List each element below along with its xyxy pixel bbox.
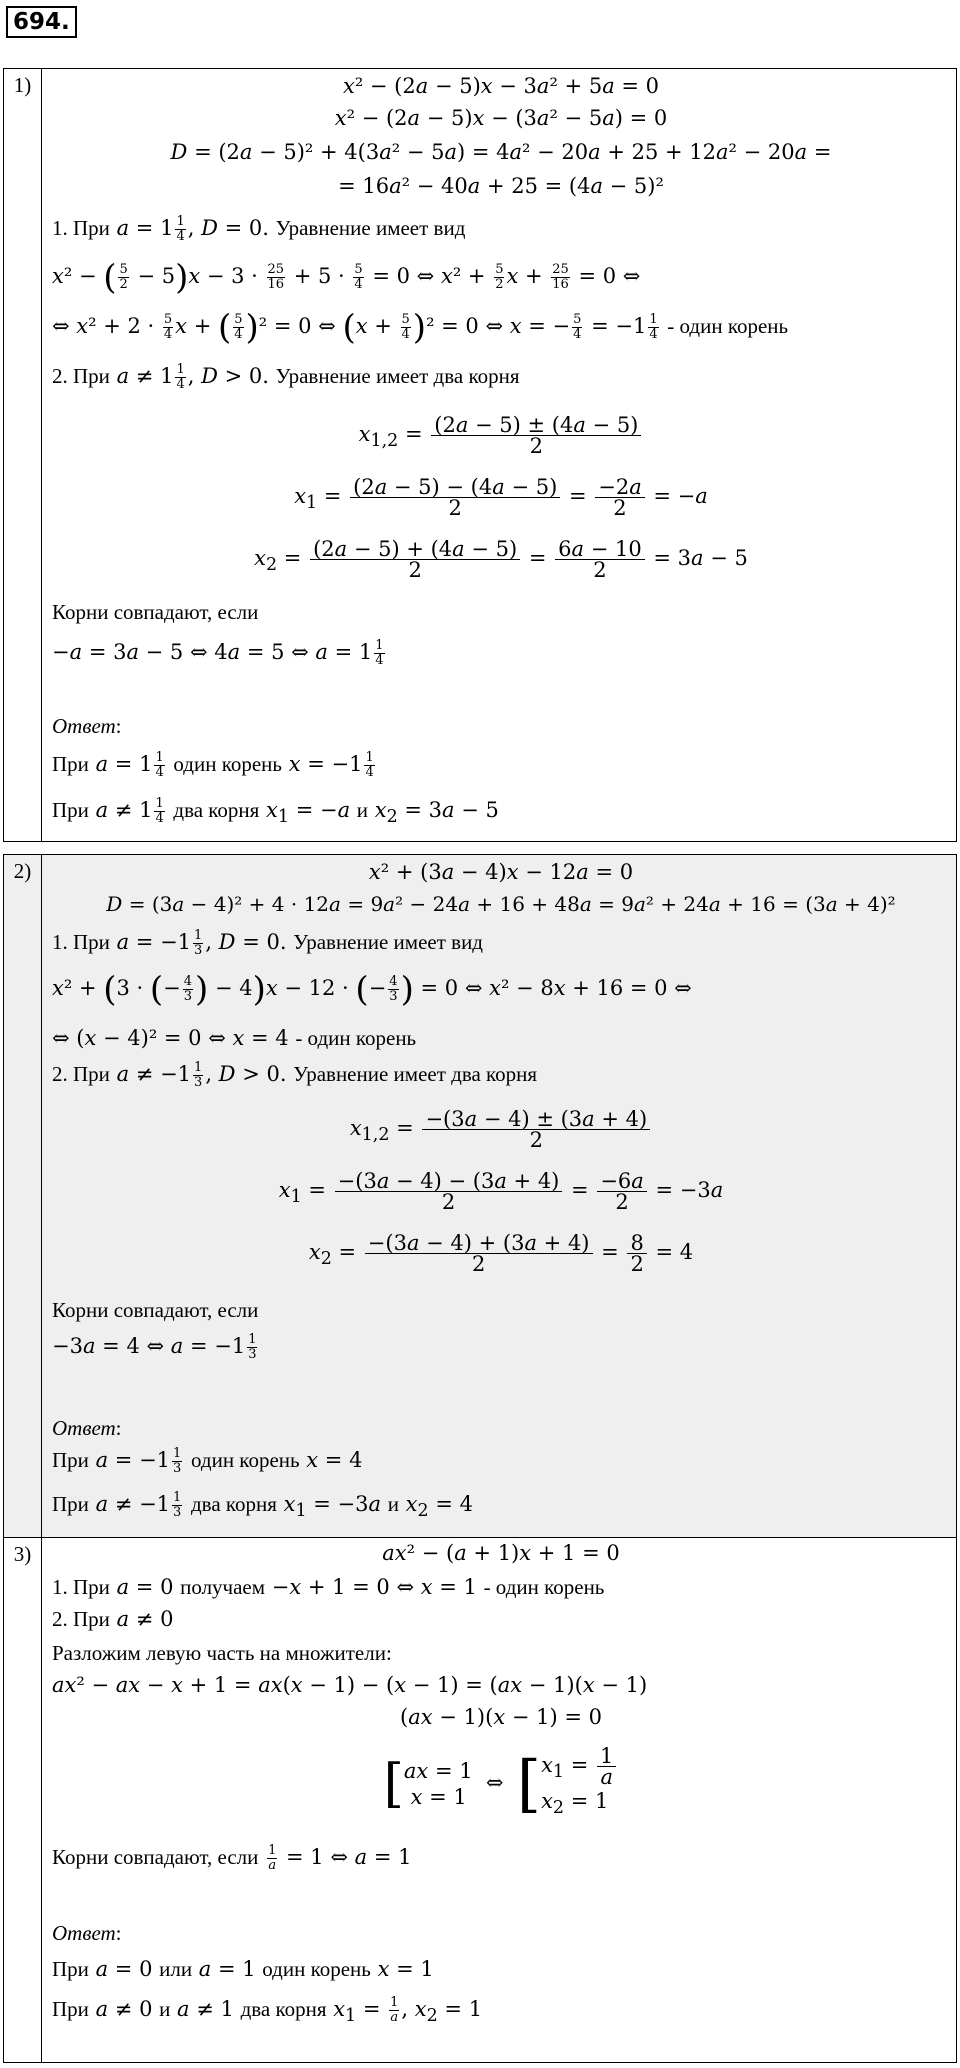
line: $x_2$ = $\frac{(2a - 5) + (4a - 5)}{2}$ = $\frac{6a - 10}{2}$ = 3a − 5 — [254, 537, 748, 582]
part-1 — [3, 68, 957, 842]
line: x² + (3 · (− $\frac{4}{3}$ ) − 4)x − 12 · (− $\frac{4}{3}$ ) = 0 ⇔ x² − 8x + 16 = 0 ⇔ — [52, 969, 692, 1010]
part-3 — [3, 1537, 957, 2063]
line: $x_1$ = $\frac{-(3a - 4) - (3a + 4)}{2}$ = $\frac{-6a}{2}$ = −3a — [278, 1169, 724, 1214]
line: Корни совпадают, если — [52, 600, 259, 624]
line: Разложим левую часть на множители: — [52, 1641, 392, 1665]
line: D = (2a − 5)² + 4(3a² − 5a) = 4a² − 20a + 25 + 12a² − 20a = — [170, 140, 832, 164]
line: ax² − ax − x + 1 = ax(x − 1) − (x − 1) = (ax − 1)(x − 1) — [52, 1673, 648, 1697]
line: 1. При a = −1 $\frac{1}{3}$ , D = 0. Уравнение имеет вид — [52, 928, 483, 958]
problem-number: 694. — [6, 6, 77, 38]
line: −3a = 4 ⇔ a = −1 $\frac{1}{3}$ — [52, 1332, 257, 1362]
line: x² − (2a − 5)x − (3a² − 5a) = 0 — [334, 106, 668, 130]
line: D = (3a − 4)² + 4 · 12a = 9a² − 24a + 16 + 48a = 9a² + 24a + 16 = (3a + 4)² — [106, 892, 896, 916]
line: $x_{1,2}$ = $\frac{-(3a - 4) \pm (3a + 4)}{2}$ — [52, 1109, 950, 1150]
line: ax² − (a + 1)x + 1 = 0 — [382, 1541, 620, 1565]
answer-heading: Ответ: — [52, 1921, 122, 1945]
line: При a ≠ 0 и a ≠ 1 два корня $x_1$ = $\frac{1}{a}$ , $x_2 = 1$ — [52, 1995, 483, 2027]
part-label: 2) — [4, 855, 42, 1537]
line: ⇔ x² + 2 · $\frac{5}{4}$ x + ( $\frac{5}{4}$ )² = 0 ⇔ (x + $\frac{5}{4}$ )² = 0 ⇔ x = − $\frac{5}{4}$ = −1 $\frac{1}{4}$ - один корень — [52, 307, 789, 348]
part-label: 3) — [4, 1538, 42, 2062]
line: x² − ( $\frac{5}{2}$ − 5)x − 3 · $\frac{25}{16}$ + 5 · $\frac{5}{4}$ = 0 ⇔ x² + $\frac{5}{2}$ x + $\frac{25}{16}$ = 0 ⇔ — [52, 257, 641, 298]
line: 1. При a = 1 $\frac{1}{4}$ , D = 0. Уравнение имеет вид — [52, 214, 466, 244]
part-2 — [3, 854, 957, 1538]
line: $x_{1,2}$ = $\frac{(2a - 5) \pm (4a - 5)}{2}$ — [52, 415, 950, 456]
line: 2. При a ≠ 1 $\frac{1}{4}$ , D > 0. Уравнение имеет два корня — [52, 362, 520, 392]
line: Корни совпадают, если — [52, 1298, 259, 1322]
line: ⇔ (x − 4)² = 0 ⇔ x = 4 - один корень — [52, 1026, 417, 1050]
line: x² − (2a − 5)x − 3a² + 5a = 0 — [342, 74, 660, 98]
line: = 16a² − 40a + 25 = (4a − 5)² — [338, 174, 664, 198]
line: Корни совпадают, если $\frac{1}{a}$ = 1 ⇔ a = 1 — [52, 1843, 412, 1873]
part-label: 1) — [4, 69, 42, 841]
line: При a ≠ 1 $\frac{1}{4}$ два корня $x_1 = -a$ и $x_2 = 3a - 5$ — [52, 796, 499, 828]
line: При a = 1 $\frac{1}{4}$ один корень x = −1 $\frac{1}{4}$ — [52, 750, 374, 780]
line: 2. При a ≠ 0 — [52, 1607, 174, 1631]
answer-heading: Ответ: — [52, 714, 122, 738]
line: x² + (3a − 4)x − 12a = 0 — [368, 860, 634, 884]
line: При a = 0 или a = 1 один корень x = 1 — [52, 1957, 434, 1981]
line: При a = −1 $\frac{1}{3}$ один корень x = 4 — [52, 1446, 363, 1476]
line: $x_2$ = $\frac{-(3a - 4) + (3a + 4)}{2}$ = $\frac{8}{2}$ = 4 — [308, 1231, 694, 1276]
line: При a ≠ −1 $\frac{1}{3}$ два корня $x_1 = -3a$ и $x_2 = 4$ — [52, 1490, 473, 1522]
system-line: [ax = 1 x = 1 ⇔ [ $x_1$ = $\frac{1}{a}$ $x_2 = 1$ — [52, 1746, 950, 1822]
line: −a = 3a − 5 ⇔ 4a = 5 ⇔ a = 1 $\frac{1}{4}$ — [52, 638, 384, 668]
answer-heading: Ответ: — [52, 1416, 122, 1440]
line: $x_1$ = $\frac{(2a - 5) - (4a - 5)}{2}$ = $\frac{-2a}{2}$ = −a — [294, 475, 708, 520]
line: 2. При a ≠ −1 $\frac{1}{3}$ , D > 0. Уравнение имеет два корня — [52, 1060, 538, 1090]
line: 1. При a = 0 получаем −x + 1 = 0 ⇔ x = 1 - один корень — [52, 1575, 605, 1599]
line: (ax − 1)(x − 1) = 0 — [400, 1705, 602, 1729]
